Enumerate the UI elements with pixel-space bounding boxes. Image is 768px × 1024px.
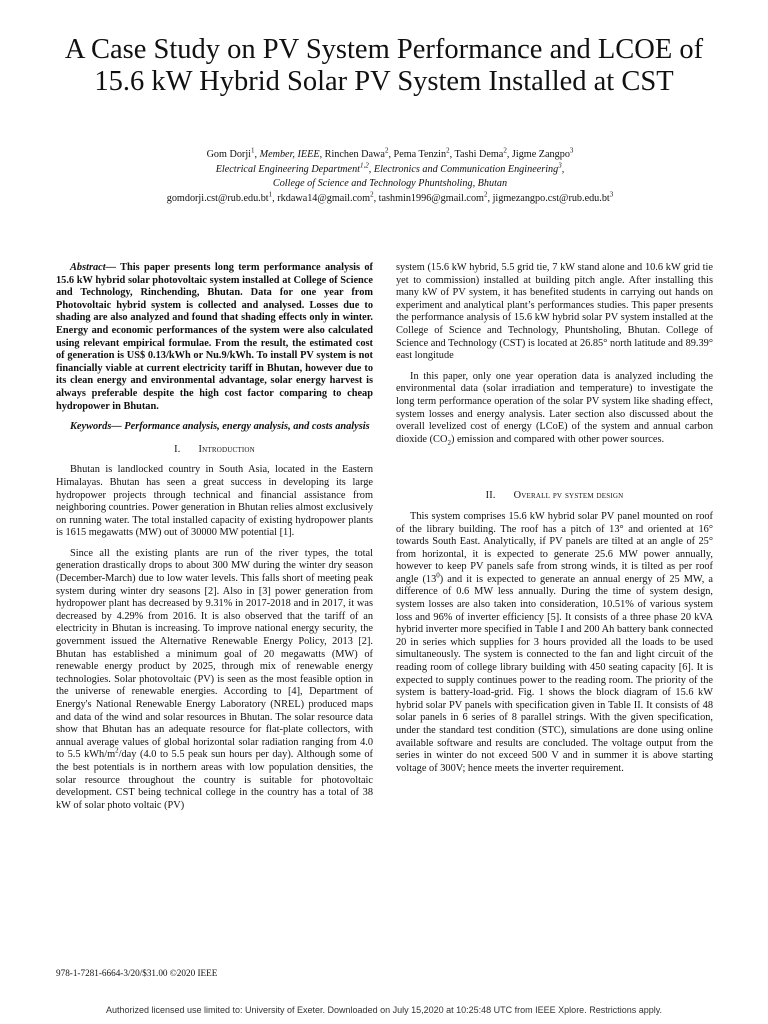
abstract-text: This paper presents long term performance analysis of 15.6 kW hybrid solar photovoltaic system installed at College of Science and Technology, Rinchending, Bhutan. Data for one year from Photovoltaic hybrid system is collected and analysed. Losses due to shading are also analyzed and found that shading effects only in winter. Energy and economic performances of the system were also calculated using relevant empirical formulae. From the result, the estimated cost of generation is US$ 0.13/kWh or Nu.9/kWh. To install PV system is not financially viable at current electricity tariff in Bhutan, however due to its clean energy and environmental advantage, solar energy harvest is always preferable despite the high cost factor comparing to cheap hydropower in Bhutan. [56,262,373,412]
keywords: Keywords— Performance analysis, energy analysis, and costs analysis [70,421,370,433]
section-title: Overall pv system design [513,490,624,502]
intro-paragraph-2: Since all the existing plants are run of the river types, the total generation drastically drops to about 300 MW during the winter dry season (December-March) due to low water levels. This falls short of meeting peak system during winter dry seasons [2]. Also in [3] power generation from hydropower plant has decreased by 9.31% in 2017-2018 and in 2017, it was decreased by 4.29% from 2016. It is also observed that the tariff of an electricity in Bhutan is increasing. To improve national energy security, the government issued the Alternative Renewable Energy Policy, 2013 [2]. Bhutan has established a minimum goal of 20 megawatts (MW) of renewable energy product by 2025, through mix of renewable energy technologies. Solar photovoltaic (PV) is seen as the most feasible option in the universe of renewable energies. According to [4], Department of Energy's National Renewable Energy Laboratory (NREL) produced maps and data of the wind and solar resources in Bhutan. The solar resource data show that Bhutan has an adequate resource for flat-plate collectors, with annual average values of global horizontal solar radiation ranging from 4.0 to 5.5 kWh/$m^2$/day (4.0 to 5.5 peak sun hours per day). Although some of the best potentials is in northern areas with low population densities, the solar resource throughout the country is suitable for photovoltaic development. CST being technical college in the country has a total of 38 kW of solar photo voltaic (PV) [56,547,373,811]
section-gap [396,454,713,480]
section-number: I. [174,443,181,455]
license-notice: Authorized licensed use limited to: University of Exeter. Downloaded on July 15,2020 at 10:25:48 UTC from IEEE Xplore. Restrictions apply. [105,1005,663,1015]
intro-continuation: system (15.6 kW hybrid, 5.5 grid tie, 7 kW stand alone and 10.6 kW grid tie yet to commission) installed at building pitch angle. After installing this many kW of PV system, it has benefited students in carrying out hands on experiment and analytical plant’s performances studies. This paper presents the performance analysis of 15.6 kW hybrid solar PV system installed at the College of Science and Technology, Phuntsholing, Bhutan. College of Science and Technology (CST) is located at 26.85° north latitude and 89.39° east longitude [396,262,713,362]
author-names: Gom Dorji$^1$, Member, IEEE, Rinchen Dawa$^2$, Pema Tenzin$^2$, Tashi Dema$^2$, Jigme Zangpo$^3$ [206,146,574,160]
left-column [56,262,373,820]
section-heading-design [396,490,713,503]
abstract [56,262,373,413]
design-paragraph: This system comprises 15.6 kW hybrid solar PV panel mounted on roof of the library building. The roof has a pitch of 13° and oriented at 16° towards South East. Analytically, if PV panels are tilted at an angle of 25° from horizontal, it is expected to generate 25.6 MW power annually, however to keep PV panels safe from strong winds, it is tilted as per roof angle $(13^0)$ and it is expected to generate an annual energy of 25 MW, a difference of 0.6 MW less annually. During the time of system design, system losses are also taken into consideration, 10.51% of various system loss and 96% of inverter efficiency [5]. It consists of a three phase 20 kVA hybrid inverter more specified in Table I and 200 Ah battery bank connected 20 in series which supplies for 3 hours provided all the loads to be used simultaneously. The system is connected to the fan and light circuit of the reading room of college library building with 450 seating capacity [6]. It is expected to supply continues power to the reading room. The priority of the system is battery-load-grid. Fig. 1 shows the block diagram of 15.6 kW hybrid solar PV panels with specification given in Table II. It consists of 48 solar panels in 6 series of 8 parallel strings. With the given specification, under the standard test condition (STC), simulations are done using online available software and results are concluded. The voltage output from the series in winter do not exceed 500 V and in summer it is above starting voltage of 300V; hence meets the inverter requirement. [396,510,713,774]
section-heading-introduction [56,444,373,457]
intro-paragraph-3: In this paper, only one year operation data is analyzed including the environmental data (solar irradiation and temperature) to investigate the long term performance operation of the solar PV system like shading effect, system losses and energy analysis. Later section also discussed about the overall levelized cost of energy (LCoE) of the system and annual carbon dioxide $(CO_2)$ emission and compared with other power sources. [396,370,713,447]
section-title: Introduction [198,443,255,455]
right-column [396,262,713,783]
author-block [60,148,720,206]
copyright-notice: 978-1-7281-6664-3/20/$31.00 ©2020 IEEE [56,968,218,978]
paper-title: A Case Study on PV System Performance and LCOE of 15.6 kW Hybrid Solar PV System Installed at CST [64,34,704,97]
author-emails: $gomdorji.cst@rub.edu.bt^1$, rkdawa14@gmail.com$^2$, tashmin1996@gmail.com$^2$, $jigmezangpo.cst@rub.edu.bt^3$ [166,190,614,204]
section-number: II. [485,490,496,502]
intro-paragraph-1: Bhutan is landlocked country in South Asia, located in the Eastern Himalayas. Bhutan has seen a great success in developing its large hydropower projects through technical and financial assistance from neighboring countries. Power generation in Bhutan relies almost exclusively on running water. The total installed capacity of existing hydropower plants is 1615 megawatts (MW) out of 30000 MW potential [1]. [56,464,373,539]
affiliation-line-2: College of Science and Technology Phuntsholing, Bhutan [272,178,508,189]
abstract-label: Abstract— [70,262,116,273]
affiliation-line-1: Electrical Engineering Department$^{1,2}$, Electronics and Communication Engineering$^3$, [215,161,565,175]
